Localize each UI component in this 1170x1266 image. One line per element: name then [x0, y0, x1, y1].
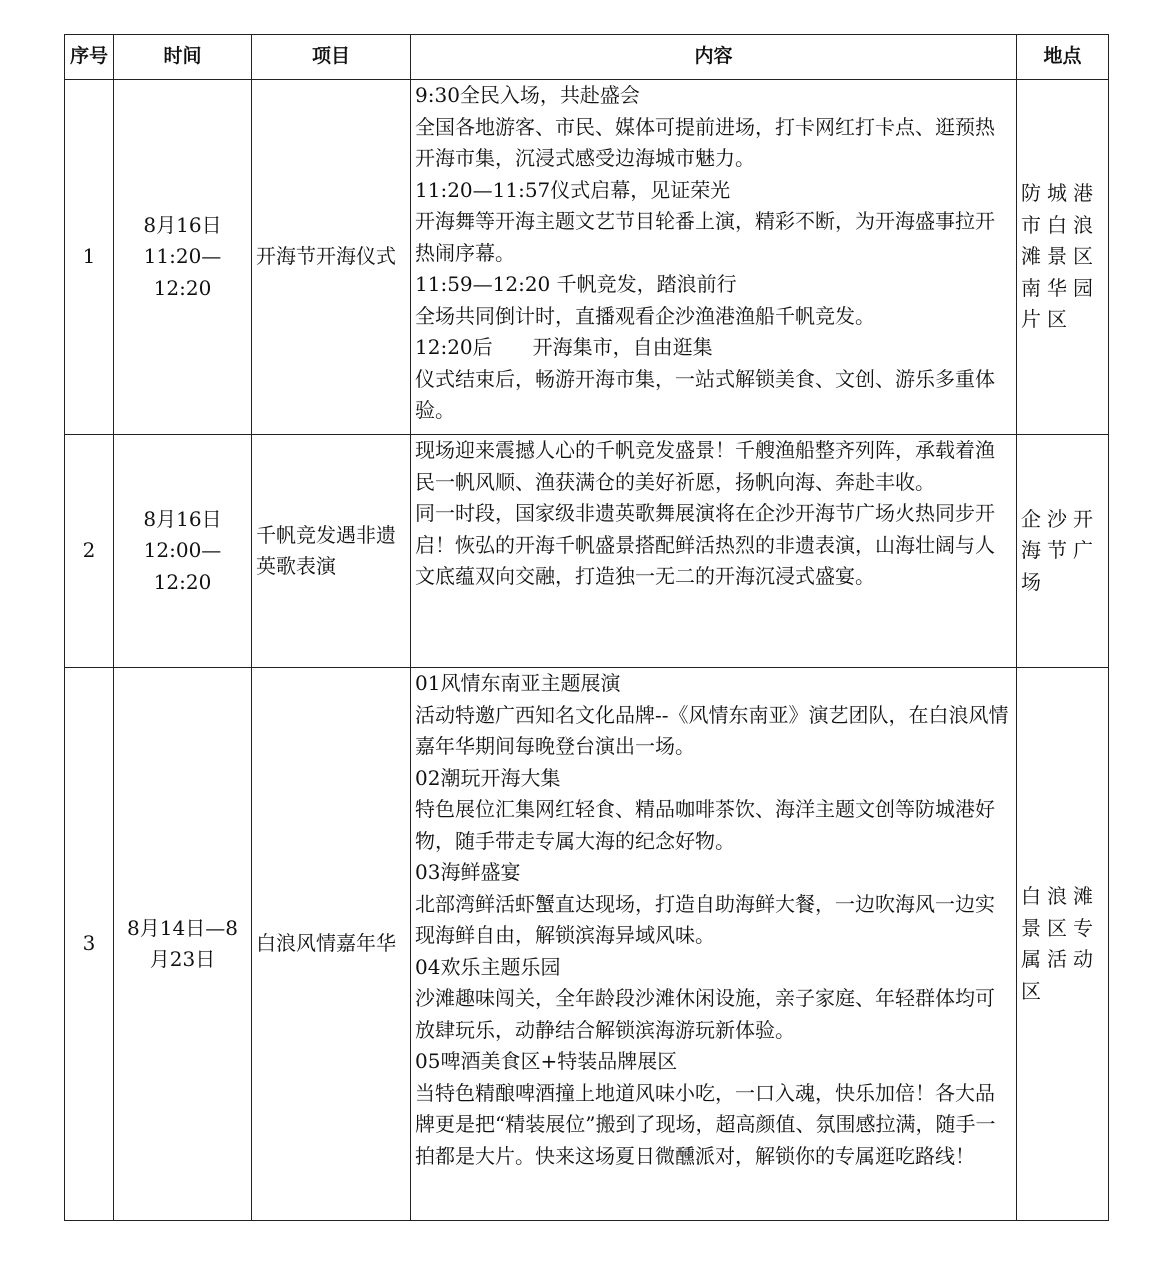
header-content: 内容	[411, 35, 1017, 80]
row-content	[411, 668, 1017, 1221]
content-line: 全国各地游客、市民、媒体可提前进场，打卡网红打卡点、逛预热开海市集，沉浸式感受边海城市魅力。	[415, 114, 995, 170]
table-row	[65, 80, 1109, 435]
content-line: 北部湾鲜活虾蟹直达现场，打造自助海鲜大餐，一边吹海风一边实现海鲜自由，解锁滨海异域风味。	[415, 891, 995, 947]
row-number: 1	[65, 80, 114, 435]
row-content	[411, 80, 1017, 435]
table-row	[65, 668, 1109, 1221]
header-time: 时间	[114, 35, 252, 80]
content-line: 现场迎来震撼人心的千帆竞发盛景！千艘渔船整齐列阵，承载着渔民一帆风顺、渔获满仓的美好祈愿，扬帆向海、奔赴丰收。	[415, 438, 995, 494]
row-location: 企沙开海节广场	[1017, 435, 1109, 668]
content-line: 同一时段，国家级非遗英歌舞展演将在企沙开海节广场火热同步开启！恢弘的开海千帆盛景搭配鲜活热烈的非遗表演，山海壮阔与人文底蕴双向交融，打造独一无二的开海沉浸式盛宴。	[415, 501, 995, 588]
content-line: 开海舞等开海主题文艺节目轮番上演，精彩不断，为开海盛事拉开热闹序幕。	[415, 209, 995, 265]
header-location: 地点	[1017, 35, 1109, 80]
table-row	[65, 435, 1109, 668]
content-line: 12:20后 开海集市，自由逛集	[415, 335, 713, 359]
content-line: 03海鲜盛宴	[415, 860, 521, 884]
row-number: 2	[65, 435, 114, 668]
content-line: 04欢乐主题乐园	[415, 954, 561, 979]
row-number: 3	[65, 668, 114, 1221]
row-location: 白浪滩景区专属活动区	[1017, 668, 1109, 1221]
content-line: 特色展位汇集网红轻食、精品咖啡茶饮、海洋主题文创等防城港好物，随手带走专属大海的纪念好物。	[415, 797, 995, 853]
row-location: 防城港市白浪滩景区南华园片区	[1017, 80, 1109, 435]
row-time: 8月14日—8月23日	[114, 668, 252, 1221]
row-content	[411, 435, 1017, 668]
content-line: 9:30全民入场，共赴盛会	[415, 83, 640, 107]
content-line: 05啤酒美食区+特装品牌展区	[415, 1049, 678, 1073]
content-line: 01风情东南亚主题展演	[415, 671, 621, 695]
row-project: 白浪风情嘉年华	[252, 668, 411, 1221]
content-line: 全场共同倒计时，直播观看企沙渔港渔船千帆竞发。	[415, 303, 875, 328]
schedule-table	[64, 34, 1109, 1221]
header-no: 序号	[65, 35, 114, 80]
header-row	[65, 35, 1109, 80]
content-line: 02潮玩开海大集	[415, 765, 561, 790]
content-line: 11:59—12:20 千帆竞发，踏浪前行	[415, 272, 737, 296]
row-time: 8月16日 12:00—12:20	[114, 435, 252, 668]
row-project: 千帆竞发遇非遗英歌表演	[252, 435, 411, 668]
content-line: 仪式结束后，畅游开海市集，一站式解锁美食、文创、游乐多重体验。	[415, 366, 995, 422]
content-line: 活动特邀广西知名文化品牌--《风情东南亚》演艺团队，在白浪风情嘉年华期间每晚登台演出一场。	[415, 702, 1009, 758]
header-project: 项目	[252, 35, 411, 80]
row-time: 8月16日 11:20—12:20	[114, 80, 252, 435]
content-line: 11:20—11:57仪式启幕，见证荣光	[415, 177, 731, 202]
row-project: 开海节开海仪式	[252, 80, 411, 435]
content-line: 当特色精酿啤酒撞上地道风味小吃，一口入魂，快乐加倍！各大品牌更是把“精装展位”搬到了现场，超高颜值、氛围感拉满，随手一拍都是大片。快来这场夏日微醺派对，解锁你的专属逛吃路线！	[415, 1080, 996, 1168]
content-line: 沙滩趣味闯关，全年龄段沙滩休闲设施，亲子家庭、年轻群体均可放肆玩乐，动静结合解锁滨海游玩新体验。	[415, 986, 995, 1042]
